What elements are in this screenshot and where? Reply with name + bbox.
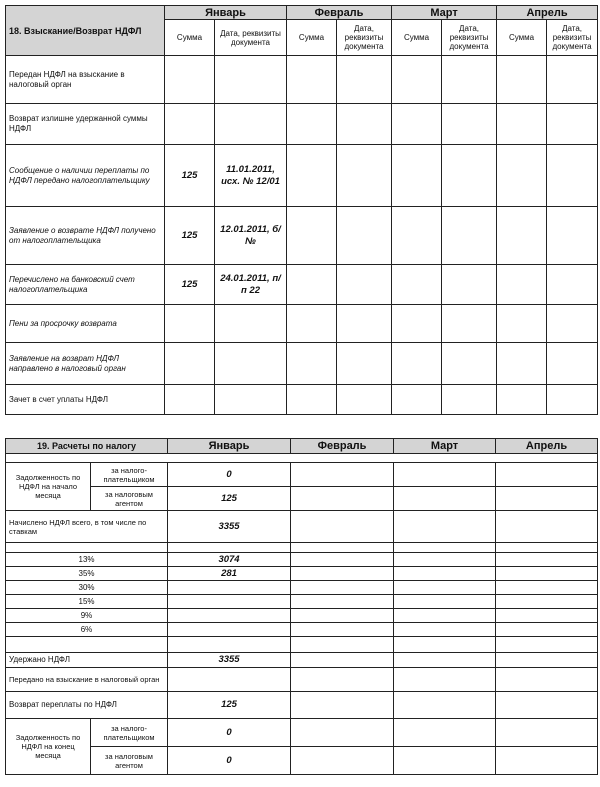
rate-13-jan: 3074	[168, 553, 291, 567]
rate-6-label: 6%	[6, 623, 168, 637]
row-label: Заявление о возврате НДФЛ получено от налогоплательщика	[6, 207, 165, 265]
table-row	[6, 145, 598, 207]
col-sum-apr: Сумма	[497, 20, 547, 56]
rate-30-label: 30%	[6, 581, 168, 595]
jan-sum-cell	[165, 56, 215, 104]
transferred-jan	[168, 668, 291, 692]
debt-end-agent-jan: 0	[168, 747, 291, 775]
section-18-table	[5, 5, 598, 415]
jan-date-cell	[215, 305, 287, 343]
jan-date-cell	[215, 385, 287, 415]
jan-date-cell	[215, 104, 287, 145]
row-label: Заявление на возврат НДФЛ направлено в налоговый орган	[6, 343, 165, 385]
jan-date-cell	[215, 343, 287, 385]
debt-start-label: Задолженность по НДФЛ на начало месяца	[6, 463, 91, 511]
debt-end-label: Задолженность по НДФЛ на конец месяца	[6, 719, 91, 775]
rate-30-jan	[168, 581, 291, 595]
month-header-feb: Февраль	[287, 6, 392, 20]
accrued-jan: 3355	[168, 511, 291, 543]
row-label: Сообщение о наличии переплаты по НДФЛ передано налогоплательщику	[6, 145, 165, 207]
col-date-feb: Дата, реквизиты документа	[337, 20, 392, 56]
month-header-mar: Март	[394, 439, 496, 454]
table-row	[6, 305, 598, 343]
jan-date-cell: 11.01.2011, исх. № 12/01	[215, 145, 287, 207]
jan-date-cell	[215, 56, 287, 104]
jan-sum-cell: 125	[165, 265, 215, 305]
row-label: Возврат излишне удержанной суммы НДФЛ	[6, 104, 165, 145]
rate-13-label: 13%	[6, 553, 168, 567]
jan-sum-cell	[165, 104, 215, 145]
jan-date-cell: 12.01.2011, б/№	[215, 207, 287, 265]
jan-sum-cell	[165, 385, 215, 415]
section-18-title: 18. Взыскание/Возврат НДФЛ	[6, 6, 165, 56]
rate-9-jan	[168, 609, 291, 623]
jan-sum-cell: 125	[165, 207, 215, 265]
col-sum-mar: Сумма	[392, 20, 442, 56]
table-row	[6, 265, 598, 305]
month-header-apr: Апрель	[496, 439, 598, 454]
rate-35-label: 35%	[6, 567, 168, 581]
jan-sum-cell: 125	[165, 145, 215, 207]
col-sum-feb: Сумма	[287, 20, 337, 56]
rate-15-label: 15%	[6, 595, 168, 609]
row-label: Передан НДФЛ на взыскание в налоговый орган	[6, 56, 165, 104]
rate-9-label: 9%	[6, 609, 168, 623]
transferred-label: Передано на взыскание в налоговый орган	[6, 668, 168, 692]
month-header-mar: Март	[392, 6, 497, 20]
row-label: Пени за просрочку возврата	[6, 305, 165, 343]
accrued-label: Начислено НДФЛ всего, в том числе по ставкам	[6, 511, 168, 543]
table-row	[6, 207, 598, 265]
jan-sum-cell	[165, 305, 215, 343]
col-sum-jan: Сумма	[165, 20, 215, 56]
table-row	[6, 56, 598, 104]
table-row	[6, 104, 598, 145]
month-header-jan: Январь	[165, 6, 287, 20]
rate-35-jan: 281	[168, 567, 291, 581]
month-header-jan: Январь	[168, 439, 291, 454]
by-taxpayer-label: за налого-плательщиком	[91, 463, 168, 487]
refund-label: Возврат переплаты по НДФЛ	[6, 692, 168, 719]
rate-15-jan	[168, 595, 291, 609]
by-agent-label: за налоговым агентом	[91, 747, 168, 775]
jan-sum-cell	[165, 343, 215, 385]
row-label: Зачет в счет уплаты НДФЛ	[6, 385, 165, 415]
section-19-table	[5, 438, 598, 775]
col-date-mar: Дата, реквизиты документа	[442, 20, 497, 56]
withheld-label: Удержано НДФЛ	[6, 653, 168, 668]
by-taxpayer-label: за налого-плательщиком	[91, 719, 168, 747]
table-row	[6, 343, 598, 385]
jan-date-cell: 24.01.2011, п/п 22	[215, 265, 287, 305]
rate-6-jan	[168, 623, 291, 637]
col-date-jan: Дата, реквизиты документа	[215, 20, 287, 56]
month-header-apr: Апрель	[497, 6, 598, 20]
row-label: Перечислено на банковский счет налогоплательщика	[6, 265, 165, 305]
withheld-jan: 3355	[168, 653, 291, 668]
month-header-feb: Февраль	[291, 439, 394, 454]
col-date-apr: Дата, реквизиты документа	[547, 20, 598, 56]
section-19-title: 19. Расчеты по налогу	[6, 439, 168, 454]
refund-jan: 125	[168, 692, 291, 719]
table-row	[6, 385, 598, 415]
debt-start-taxpayer-jan: 0	[168, 463, 291, 487]
debt-start-agent-jan: 125	[168, 487, 291, 511]
debt-end-taxpayer-jan: 0	[168, 719, 291, 747]
by-agent-label: за налоговым агентом	[91, 487, 168, 511]
